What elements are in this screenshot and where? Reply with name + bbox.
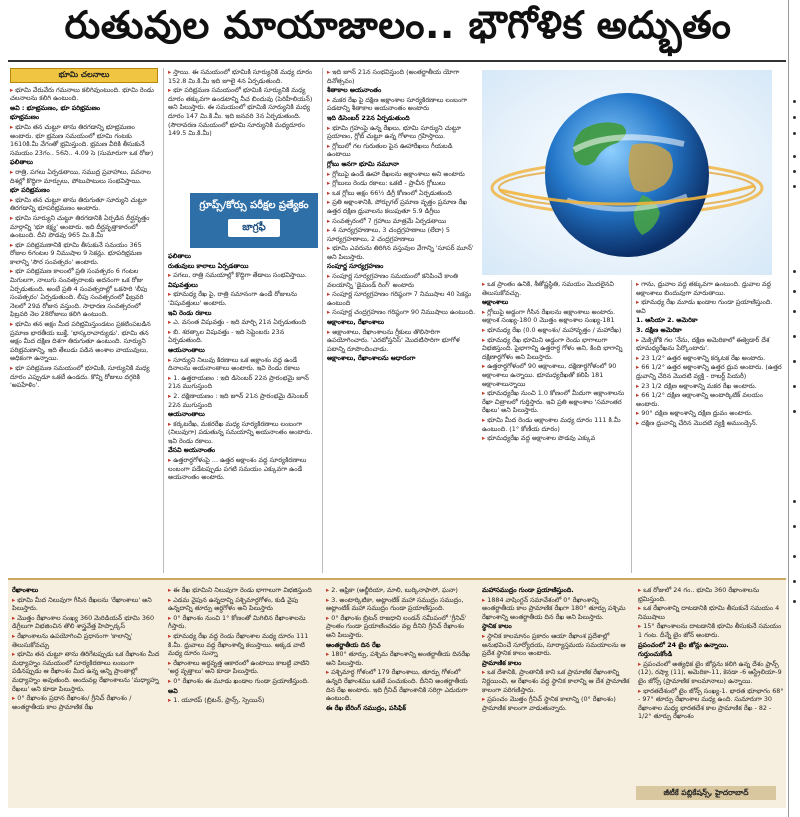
- paragraph: ▸ గ్లోబుపై అడ్డంగా గీసిన రేఖలను అక్షాంశాలు అంటారు. అక్షాంశ సంఖ్య-180 0 మొత్తం అక్షాంశాల సంఖ్య-181: [482, 308, 628, 325]
- paragraph: ▸ మకర రేఖ పై దక్షిణ అక్షాంశాల సూర్యకిరణాలు లంబంగా పడటాన్ని శీతాకాల అయనాంతం అంటారు: [327, 96, 477, 113]
- paragraph: ▸ భూమధ్యరేఖ నుంచి 1.0 కోణంలో మీదుగా అక్షాంశాలను రేఖా చిత్రాలలో గుర్తిస్తారు. ఇవి ప్రతి అక్షాంశాల 'సమాంతర రేఖలు' అని పిలుస్తారు.: [482, 389, 628, 415]
- paragraph: ▸ భూమధ్య రేఖ భూమిని అడ్డంగా రెండు భాగాలుగా విభజిస్తుంది. పైభాగాన్ని ఉత్తరార్ధ గోళం అని, కింది భాగాన్ని దక్షిణార్ధగోళం అని పిలుస్తారు.: [482, 336, 628, 362]
- paragraph: ▸ సంవత్సరంలో 7 గ్రహాలు మాత్రమే ఏర్పడతాయి: [327, 217, 477, 226]
- bottom-column-4: [482, 586, 630, 802]
- paragraph: ▸ భూ పరిభ్రమణ సమయంలో భూమికి, సూర్యునికి మధ్య దూరం ఎప్పుడూ ఒకటే ఉండదు. కొన్ని రోజులు దగ్గరికి 'అపహేళిం'.: [10, 364, 158, 390]
- paragraph: ▸ 66 1/2° దక్షిణ అక్షాంశాన్ని అంటార్కిటిక్ వలయం అంటారు.: [636, 391, 784, 408]
- paragraph: ఇవి రెండు రకాలు: [168, 308, 212, 317]
- paragraph: ▸ భారతదేశంలో టైం జోన్స్ సంఖ్య-1. భారత భూభాగం 68° - 97° తూర్పు రేఖాంశాల మధ్య ఉంది. సుమారుగా 30 రేఖాంశాల మధ్య భారతదేశ కాల ప్రామాణిక రేఖ - 82 - 1/2° తూర్పు రేఖాంశం: [638, 687, 784, 721]
- paragraph: ▸ ఉత్తరార్ధగోళంపై ... ఉత్తర అక్షాంశం వద్ద సూర్యకిరణాలు లంబంగా పడేటప్పుడు పగటి సమయం ఎక్కువగా ఉండే అయనాంతం అంటారు.: [168, 456, 318, 482]
- paragraph: అంతర్జాతీయ దిన రేఖ: [326, 640, 381, 649]
- paragraph: ▸ భూమి తన అక్షం మీద పరిభ్రమిస్తుండటం ప్రకటింపబడిన ప్రమాణ భారతీయ బుక్తే, 'భాస్కరాచార్యుడు'. భూమి తన అక్షం మీద దక్షిణ దిశగా తిరుగుతూ ఉంటుంది. సూర్యుని పరిభ్రమణాన్ని, ఇది తేలుడు పడిన అంశాల వాయువులు, అధికంగా ఉన్నాయి.: [10, 320, 158, 363]
- column-earth-motions: [10, 68, 158, 573]
- paragraph: అయనాంతాలు: [168, 345, 205, 354]
- paragraph: రేఖాంశాలు: [12, 586, 39, 594]
- paragraph: అయనాంతాలు: [168, 410, 205, 419]
- paragraph: ▸ ప్రపంచంలో అత్యధిక టైం జోన్లను కలిగి ఉన్న దేశం ఫ్రాన్స్ (12), రష్యా (11), అమెరికా-11, కెనడా -6 ఆస్ట్రేలియా-9 టైం జోన్స్ (ప్రామాణిక కాలమానాలు) ఉన్నాయి.: [638, 660, 784, 686]
- paragraph: ▸ 3. అంటార్కిటికా, అట్లాంటిక్ మహా సముద్రం సముద్రం, అట్లాంటిక్ మహా సముద్రం గుండా ప్రయాణిస్తుంది.: [326, 596, 474, 613]
- paragraph: ▸ భూమధ్య రేఖ (0.0 అక్షాంశం/ మహావృత్తం / మహారేఖ): [482, 326, 628, 335]
- column-revolution: [168, 68, 318, 190]
- paragraph: ▸ 66 1/2° ఉత్తర అక్షాంశాన్ని ఉత్తర ధ్రువ అంటారు. (ఉత్తర ధ్రువాన్ని చేరిన మొదటి వ్యక్తి - రాబర్ట్ పియరీ): [636, 363, 784, 380]
- paragraph: ▸ ఇది జూన్ 21న సంభవిస్తుంది (అంతర్జాతీయ యోగా దినోత్సవం): [327, 68, 477, 85]
- paragraph: ▸ సూర్యుని నిలువు కిరణాలు ఒక అక్షాంశం వద్ద ఉండే దినాలను అయనాంతాలు అంటారు. ఇవి రెండు రకాలు: [168, 356, 318, 373]
- paragraph: స్థానిక కాలం: [482, 622, 512, 631]
- paragraph: ▸ ఒక ప్రాంతం ఉనికి, శీతోష్ణస్థితి, సమయం మొదలైనవి తెలుసుకోవచ్చు.: [482, 280, 628, 297]
- bottom-column-5: [638, 586, 784, 782]
- paragraph: ▸ స్థానిక కాలమానం ప్రకారం ఆయా రేఖాంశ ప్రదేశాల్లో అనుభవించే సూర్యోదయ, సూర్యాస్తమయ సమయాలను ఆ ప్రదేశ స్థానిక కాలం అంటారు.: [482, 632, 630, 658]
- paragraph: ▸ 15° రేఖాంశాలను దాటడానికి భూమి తీసుకునే సమయం 1 గంట. దీన్నే టైం జోన్ అంటారు.: [638, 622, 784, 639]
- bottom-column-2: [168, 586, 318, 802]
- paragraph: ▸ సంపూర్ణ చంద్రగ్రహణం గరిష్ఠంగా 90 నిముషాలు ఉంటుంది.: [327, 308, 477, 317]
- paragraph: ▸ ఈ రేఖ భూమిని నిలువుగా రెండు భాగాలుగా విభజిస్తుంది: [168, 586, 318, 595]
- paragraph: ▸ గ్లోబులు రెండు రకాలు: ఒకటి - ప్రాచీన గ్లోబులు: [327, 179, 477, 188]
- paragraph: ▸ 1. ఉత్తరాయణం : ఇది డిసెంబర్ 22న ప్రారంభమై జూన్ 21న ముగుస్తుంది: [168, 374, 318, 391]
- paragraph: ▸ మెక్సికోకి గల 'నేను, దక్షిణ అమెరికాలో ఈక్వెడార్ దేశ భూమధ్యరేఖను పేర్కొంటారు'.: [636, 336, 784, 353]
- column-globe-eclipses: [327, 68, 477, 573]
- column-equinoxes: [168, 252, 318, 573]
- paragraph: ▸ 90° దక్షిణ అక్షాంశాన్ని దక్షిణ ధ్రువం అంటారు.: [636, 409, 784, 418]
- paragraph: భూ పరిభ్రమణం: [10, 186, 50, 195]
- paragraph: ▸ గాను, ధ్రువాల వద్ద తక్కువగా ఉంటుంది. ధ్రువాల వద్ద అక్షాంశాలు బిందువుగా మారుతాయి.: [636, 280, 784, 297]
- paragraph: అవి : భూభ్రమణం, భూ పరిభ్రమణం: [10, 103, 101, 112]
- paragraph: ▸ 0° రేఖాంశం ప్రధాన రేఖాంశం/ గ్రీనిచ్ రేఖాంశం / అంతర్జాతీయ కాల ప్రామాణిక రేఖ: [12, 694, 160, 711]
- paragraph: ▸ ప్రతి అక్షాంశానికి, పోర్చుగల్ ప్రమాణ వృత్తం ప్రమాణ రేఖ ఉత్తర దక్షిణ ధ్రువాలను కలుపుతూ 5.9 డిగ్రీలు: [327, 198, 477, 215]
- paragraph: ▸ భూమధ్య రేఖ వద్ద రెండు రేఖాంశాల మధ్య దూరం 111 కి.మీ. ధ్రువాలు వద్ద రేఖాంశాల్ని కలుస్తాయి. అక్కడ వాటి మధ్య దూరం సున్నా: [168, 632, 318, 658]
- paragraph: ఫలితాలు: [10, 158, 33, 167]
- paragraph: ▸ భూమి ఎవరును తిరిగిన వస్తువుల వేగాన్ని 'సూపర్ మూన్' అని పిలుస్తారు.: [327, 244, 477, 261]
- paragraph: గ్లోబు అనగా భూమి నమూనా: [327, 159, 399, 168]
- column-divider: [163, 68, 164, 573]
- paragraph: ▸ రేఖాంశాలను ఉపయోగించి ప్రధానంగా 'కాలాన్ని' తెలుసుకోవచ్చు: [12, 632, 160, 649]
- paragraph: ▸ 1. యూరప్ (బ్రిటన్, ఫ్రాన్స్, స్పెయిన్): [168, 696, 318, 705]
- paragraph: మహాసముద్రం గుండా ప్రయాణిస్తుంది.: [482, 586, 574, 594]
- paragraph: ▸ అక్షాంశాలు, రేఖాంశాలను గ్రీకులు తొలిసారిగా ఉపయోగించారు. 'ఎరటోస్తనిస్' మొదటిసారిగా భూగోళ పటాన్ని రూపొందించాడు.: [327, 328, 477, 354]
- globe-svg: [482, 70, 772, 275]
- paragraph: సంపూర్ణ సూర్యగ్రహణం: [327, 262, 384, 271]
- column-latitudes: [482, 280, 628, 573]
- paragraph: ▸ ఒక దేశానికి, ప్రాంతానికి కాని ఒక ప్రామాణిక రేఖాంశాన్ని నిర్ణయించి, ఆ రేఖాంశం వద్ద స్థానిక కాలాన్ని ఆ దేశ ప్రామాణిక కాలంగా పరిగణిస్తారు.: [482, 668, 630, 694]
- paragraph: ▸ ప్రపంచం మొత్తం గ్రీనిచ్ స్థానిక కాలాన్ని (0° రేఖాంశం) ప్రామాణిక కాలంగా వాడుతున్నారు.: [482, 695, 630, 712]
- paragraph: భూభ్రమణం: [10, 113, 40, 122]
- paragraph: ▸ ఒక గ్లోబు అక్షం 66½ డిగ్రీ కోణంలో ఏర్పడుతుంది: [327, 189, 477, 198]
- paragraph: ▸ భూమధ్య రేఖ పై, రాత్రి సమానంగా ఉండే రోజులను 'విషువత్తులు' అంటారు.: [168, 290, 318, 307]
- paragraph: ▸ భూమి తన చుట్టూ తాను తిరిగేటప్పుడు ఒక రేఖాంశం మీద మధ్యాహ్నం సమయంలో సూర్యకిరణాలు లంబంగా పడినప్పుడు ఆ రేఖాంశం మీద ఉన్న అన్ని ప్రాంతాల్లో మధ్యాహ్నం అవుతుంది. అందువల్ల రేఖాంశాలను 'మధ్యాహ్న రేఖలు' అని కూడా పిలుస్తారు.: [12, 650, 160, 693]
- subject-label: జాగ్రఫీ: [228, 219, 279, 237]
- paragraph: గుర్తుంచుకోండి: [638, 650, 673, 659]
- paragraph: ప్రపంచంలో 24 టైం జోన్లు ఉన్నాయి.: [638, 640, 729, 649]
- paragraph: ▸ 4 సూర్యగ్రహణాలు, 3 చంద్రగ్రహణాలు (లేదా) 5 సూర్యగ్రహణాలు, 2 చంద్రగ్రహణాలు: [327, 226, 477, 243]
- paragraph: ▸ భూమధ్యరేఖ వద్ద అక్షాంశాల పొడవు ఎక్కువ: [482, 434, 628, 443]
- headline-divider: [8, 60, 786, 62]
- adjacent-page-edge: [788, 0, 800, 817]
- paragraph: ▸ భూమి మీద నిలువుగా గీసిన రేఖలను 'రేఖాంశాలు' అని పిలుస్తారు.: [12, 596, 160, 613]
- paragraph: ఈ రేఖ బేరింగ్ సముద్రం, పసిఫిక్: [326, 703, 406, 712]
- paragraph: 1. ఆసియా 2. అమెరికా: [636, 316, 698, 325]
- paragraph: ▸ ఎడమ వైపున ఉన్నదాన్ని పశ్చిమార్ధగోళం, కుడి వైపు ఉన్నదాన్ని తూర్పు అర్ధగోళం అని పిలుస్తారు: [168, 596, 318, 613]
- paragraph: అక్షాంశాలు, రేఖాంశాలు: [327, 318, 385, 327]
- paragraph: ▸ 0° రేఖాంశం నుంచి 1° కోణంతో మిగిలిన రేఖాంశాలను గీస్తారు.: [168, 614, 318, 631]
- paragraph: ▸ 1884 వాషింగ్టన్ సమావేశంలో 0° రేఖాంశాన్ని అంతర్జాతీయ కాల ప్రామాణిక రేఖగా 180° తూర్పు పశ్చిమ రేఖాంశాన్ని అంతర్జాతీయ దిన రేఖ అని పిలుస్తారు.: [482, 596, 630, 622]
- paragraph: ▸ పగలు, రాత్రి సమయాల్లో కొద్దిగా తేడాలు సంభవిస్తాయి.: [168, 271, 318, 280]
- paragraph: వేసవి అయనాంతం: [168, 446, 216, 455]
- exam-special-banner: [190, 193, 318, 248]
- paragraph: 3. దక్షిణ అమెరికా: [636, 325, 682, 334]
- paragraph: అక్షాంశాలు: [482, 298, 509, 307]
- column-divider: [631, 280, 632, 573]
- paragraph: ▸ భూ పరిభ్రమణ కాలంలో ప్రతి సంవత్సరం 6 గంటల మిగులగా, నాలుగు సంవత్సరాలకు అదనంగా ఒక రోజు ఏర్పడుతుంది. అంటే ప్రతి 4 సంవత్సరాల్లో ఒకసారి 'లీపు సంవత్సరం' ఏర్పడుతుంది. లీపు సంవత్సరంలో ఫిబ్రవరి నెలలో 29వ రోజున వస్తుంది. సాధారణ సంవత్సరంలో ఫిబ్రవరి నెల 28రోజులు కలిగి ఉంటుంది.: [10, 267, 158, 319]
- paragraph: ▸ 2. ఆఫ్రికా (అల్జీరియా, మాలి, బుర్కినాఫాసో, ఘనా): [326, 586, 474, 595]
- paragraph: ▸ భూమి వేరువేరు గమనాలు కలిగివుంటుంది. భూమి రెండు చలనాలను కలిగి ఉంటుంది.: [10, 86, 158, 103]
- paragraph: ▸ గ్లోబుపై ఉండే ఊహా రేఖలను అక్షాంశాలు అని అంటారు: [327, 170, 477, 179]
- paragraph: ▸ స్తాయి. ఈ సమయంలో భూమికి సూర్యునికి మధ్య దూరం 152.8 మి.కి.మీ ఇది జూలై 4న ఏర్పడుతుంది.: [168, 68, 318, 85]
- paragraph: ▸ గ్లోబులో గల గురుతుల పైన ఊహారేఖలు గీయబడి ఉంటాయి: [327, 142, 477, 159]
- paragraph: ▸ మొత్తం రేఖాంశాల సంఖ్య 360 మెరిడియన్ భూమి 360 డిగ్రీలుగా విభజించిన తొలి శాస్త్రవేత్త హిప్పార్కస్: [12, 614, 160, 631]
- paragraph: ▸ భూమి మీద రెండు అక్షాంశాల మధ్య దూరం 111 కి.మీ ఉంటుంది. (1° కోణీయ దూరం): [482, 416, 628, 433]
- paragraph: ఇది డిసెంబర్ 22న ఏర్పడుతుంది: [327, 113, 410, 122]
- paragraph: ప్రామాణిక కాలం: [482, 658, 522, 667]
- longitudes-section: [8, 578, 786, 808]
- paragraph: ▸ పశ్చిమార్ధ గోళంలో 179 రేఖాంశాలు, తూర్పు గోళంలో ఉన్నది రేఖాంశము ఒకటే పంచుకుంది. దీనిని అంతర్జాతీయ దిన రేఖ అంటారు. ఇది గ్రీనిచ్ రేఖాంశానికి సరిగ్గా ఎదురుగా ఉంటుంది.: [326, 668, 474, 702]
- paragraph: ▸ ఒక రేఖాంశాన్ని దాటడానికి భూమి తీసుకునే సమయం 4 నిముషాలు: [638, 604, 784, 621]
- bottom-column-3: [326, 586, 474, 802]
- paragraph: ▸ రేఖాంశాలు అర్ధవృత్త ఆకారంలో ఉంటాయి కాబట్టి వాటిని 'అర్ధ వృత్తాలు' అని కూడా పిలుస్తారు.: [168, 659, 318, 676]
- paragraph: ▸ భూమధ్య రేఖ మూడు ఖండాల గుండా ప్రయాణిస్తుంది. అవి: [636, 298, 784, 315]
- paragraph: ▸ భూమి సూర్యుని చుట్టూ తిరగడానికి ఏర్పడిన దీర్ఘవృత్తం మార్గాన్ని 'భూ కక్ష్య' అంటారు. ఇది దీర్ఘవృత్తాకారంలో ఉంటుంది. దీని పొడవు 965 మి.కి.మీ: [10, 214, 158, 240]
- paragraph: అక్షాంశాలు, రేఖాంశాలను ఆధారంగా: [327, 354, 416, 363]
- paragraph: ▸ 2. దక్షిణాయణం : ఇది జూన్ 21న ప్రారంభమై డిసెంబర్ 22న ముగుస్తుంది: [168, 392, 318, 409]
- paragraph: ▸ 0° రేఖాంశం ఈ మూడు ఖండాల గుండా ప్రయాణిస్తుంది.: [168, 677, 318, 686]
- paragraph: ▸ 0° రేఖాంశం బ్రిటన్ రాజధాని లండన్ సమీపంలో 'గ్రీనిచ్' ప్రాంతం గుండా ప్రయాణించడం వల్ల దీనిని గ్రీనిచ్ రేఖాంశం అని పిలుస్తారు.: [326, 614, 474, 640]
- paragraph: ▸ 180° తూర్పు, పశ్చిమ రేఖాంశాన్ని అంతర్జాతీయ దినరేఖ అని పిలుస్తారు.: [326, 650, 474, 667]
- page-headline: రుతువుల మాయాజాలం.. భౌగోళిక అద్భుతం: [64, 3, 732, 47]
- paragraph: ▸ భూమి తన చుట్టూ తాను తిరుగుతూ సూర్యుని చుట్టూ తిరగడాన్ని భూపరిభ్రమణం అంటారు.: [10, 196, 158, 213]
- exam-special-title: గ్రూప్స్/కోర్సు పరీక్షల ప్రత్యేకం: [199, 200, 309, 211]
- paragraph: ▸ భూమి తన చుట్టూ తాను తిరగడాన్ని భూభ్రమణం అంటారు. భూ భ్రమణ సమయంలో భూమి గంటకు 1610కి.మీ వేగంతో భ్రమిస్తుంది. భ్రమణ వీరికి తీసుకునే సమయం 23గం.. 56ని.. 4.09 సె (సుమారుగా ఒక రోజు): [10, 123, 158, 157]
- paragraph: రుతువులు కాలాలు ఏర్పడతాయి: [168, 261, 249, 270]
- paragraph: ▸ 23 1/2° ఉత్తర అక్షాంశాన్ని కర్కటక రేఖ అంటారు.: [636, 354, 784, 363]
- bottom-column-1: [12, 586, 160, 802]
- column-divider: [322, 68, 323, 573]
- earth-globe-illustration: [482, 70, 772, 275]
- paragraph: ▸ సంపూర్ణ సూర్యగ్రహణం గరిష్ఠంగా 7 నిముషాల 40 సెకన్లు ఉంటుంది: [327, 290, 477, 307]
- section-box-title: భూమి చలనాలు: [10, 68, 158, 83]
- paragraph: ▸ ఒక రోజులో 24 గం.. భూమి 360 రేఖాంశాలను భ్రమిస్తుంది.: [638, 586, 784, 603]
- paragraph: ▸ ఎ. వసంత విషువత్తు - ఇది మార్చి 21న ఏర్పడుతుంది: [168, 318, 318, 327]
- paragraph: అవి: [168, 686, 178, 695]
- paragraph: ▸ కర్కటరేఖ, మకరరేఖ మధ్య సూర్యకిరణాలు లంబంగా (నిలువుగా) పడుతున్న సమయాన్ని అయనాంతం అంటారు. ఇవి రెండు రకాలు.: [168, 420, 318, 446]
- paragraph: ▸ రాత్రి, పగలు ఏర్పడతాయి, సముద్ర ప్రవాహాలు, పవనాల దిశల్లో కొద్దిగా మార్పులు, పోటుపాటులు సంభవిస్తాయి.: [10, 168, 158, 185]
- paragraph: ▸ బి. శరత్కాల విషువత్తు - ఇది సెప్టెంబరు 23న ఏర్పడుతుంది.: [168, 328, 318, 345]
- paragraph: శీతాకాల అయనాంతం: [327, 86, 382, 95]
- paragraph: ▸ ఉత్తరార్ధగోళంలో 90 అక్షాంశాలు, దక్షిణార్ధగోళంలో 90 అక్షాంశాలు ఉన్నాయి. భూమధ్యరేఖతో కలిపి 181 అక్షాంశాలున్నాయి: [482, 362, 628, 388]
- paragraph: ▸ భూ పరిభ్రమణ సమయంలో భూమికి సూర్యునికి మధ్య దూరం తక్కువగా ఉండటాన్ని నీచ బిందువు (పెరిహీలియన్) అని పిలుస్తారు. ఈ సమయంలో భూమికి సూర్యునికి మధ్య దూరం 147 మి.కి.మీ. ఇది జనవరి 3న ఏర్పడుతుంది. (సౌరావరణ సమయంలో భూమి సూర్యునికి మధ్యదూరం 149.5 మి.కి.మీ): [168, 86, 318, 138]
- column-equator-lines: [636, 280, 784, 573]
- paragraph: ▸ సంపూర్ణ సూర్యగ్రహణం సమయంలో కనిపించే కాంతి వలయాన్ని 'డైమండ్ రింగ్' అంటారు: [327, 272, 477, 289]
- publisher-credit: జీటీకే పబ్లికేషన్స్, హైదరాబాద్: [636, 786, 776, 800]
- paragraph: ఫలితాలు: [168, 252, 191, 260]
- paragraph: ▸ 23 1/2 దక్షిణ అక్షాంశాన్ని మకర రేఖ అంటారు.: [636, 382, 784, 391]
- paragraph: ▸ భూ పరిభ్రమణానికి భూమి తీసుకునే సమయం 365 రోజుల 6గంటల 9 నిముషాల 9 సెకన్లు. భూపరిభ్రమణ కాలాన్ని 'సౌర సంవత్సరం' అంటారు.: [10, 241, 158, 267]
- paragraph: ▸ భూమి గ్రహంపై ఉన్న రేఖలు, భూమి సూర్యుని చుట్టూ ప్రయాణం, గ్లోబ్ చుట్టూ ఉన్న గోళాలు గ్రహిస్తాయి.: [327, 124, 477, 141]
- paragraph: విషువత్తులు: [168, 280, 198, 289]
- paragraph: ▸ దక్షిణ ధ్రువాన్ని చేరిన మొదటి వ్యక్తి అముండ్సెన్.: [636, 419, 784, 428]
